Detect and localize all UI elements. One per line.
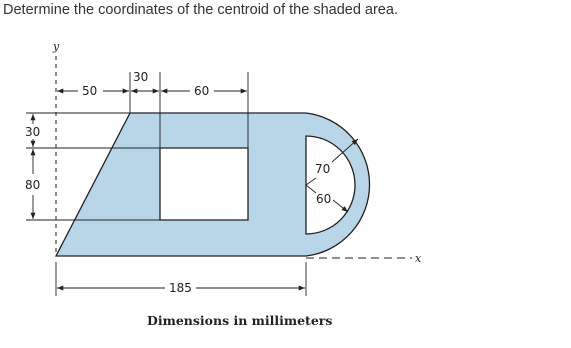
dim-label-80: 80 — [25, 178, 41, 192]
dim-label-50: 50 — [82, 84, 98, 98]
question-text: Determine the coordinates of the centroid of the shaded area. — [3, 2, 398, 18]
shaded-area — [56, 113, 370, 256]
dim-label-60: 60 — [194, 84, 210, 98]
radius-leader — [306, 178, 316, 185]
dim-label-60-radius: 60 — [316, 192, 332, 206]
dim-label-30-left: 30 — [25, 125, 41, 139]
dim-label-185: 185 — [169, 281, 192, 295]
y-axis-label: y — [53, 40, 60, 53]
dim-label-30-top: 30 — [133, 70, 149, 84]
x-axis-label: x — [415, 252, 422, 265]
units-caption: Dimensions in millimeters — [147, 313, 333, 328]
dim-label-70: 70 — [315, 162, 331, 176]
radius-arrow-60 — [333, 200, 348, 212]
radius-leader — [306, 185, 316, 193]
